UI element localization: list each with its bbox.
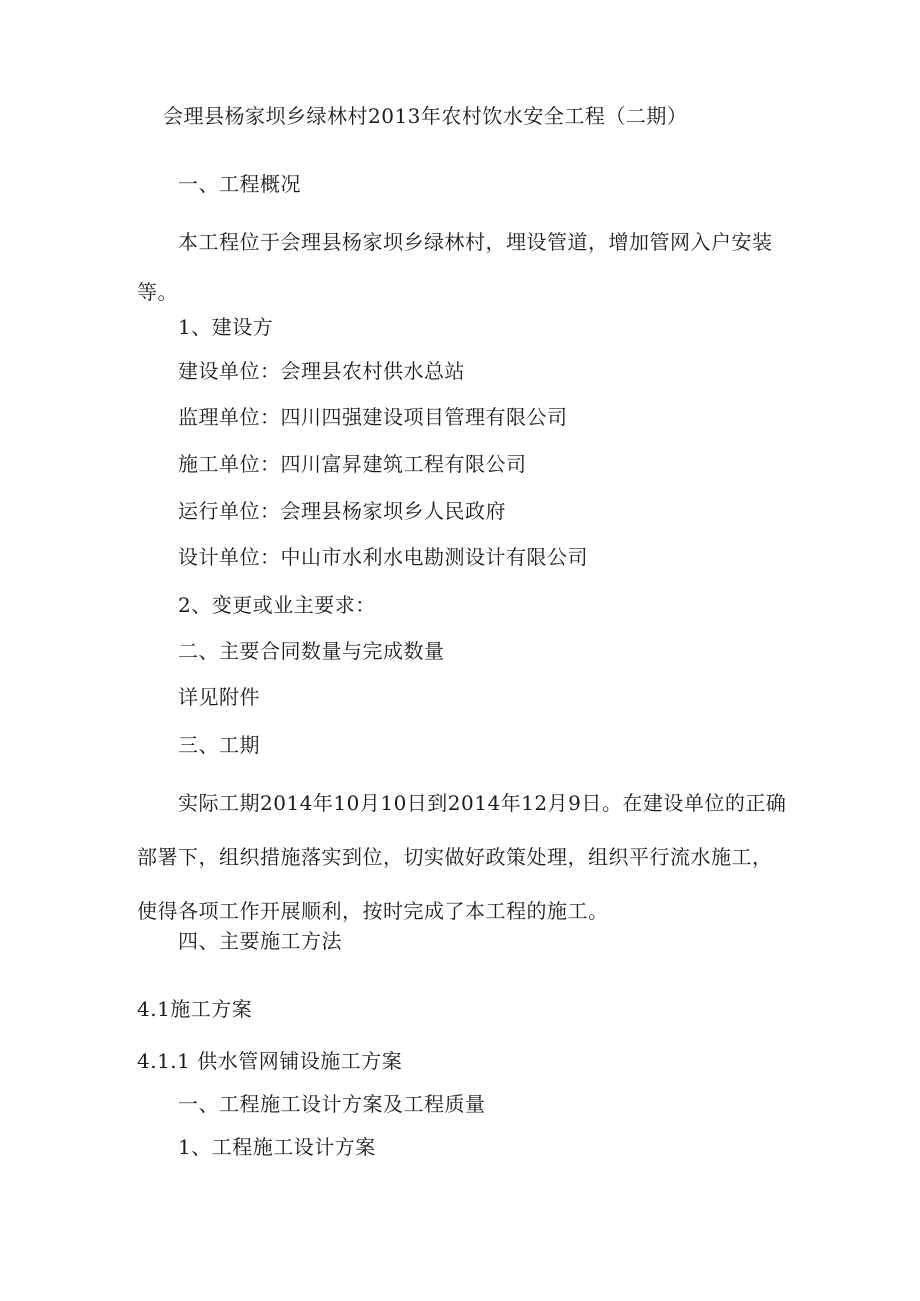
- subheading-changes: 2、变更或业主要求：: [178, 593, 376, 617]
- section-heading-methods: 四、主要施工方法: [178, 929, 342, 953]
- overview-paragraph: 本工程位于会理县杨家坝乡绿林村，埋设管道，增加管网入户安装等。: [137, 230, 773, 304]
- section-heading-overview: 一、工程概况: [178, 172, 301, 196]
- document-title: 会理县杨家坝乡绿林村2013年农村饮水安全工程（二期）: [163, 104, 688, 128]
- subheading-design-quality: 一、工程施工设计方案及工程质量: [178, 1092, 486, 1116]
- subheading-design-plan: 1、工程施工设计方案: [178, 1135, 376, 1159]
- party-operation-unit: 运行单位：会理县杨家坝乡人民政府: [178, 499, 506, 523]
- section-heading-quantities: 二、主要合同数量与完成数量: [178, 639, 445, 663]
- heading-4-1: 4.1施工方案: [137, 997, 253, 1021]
- section-heading-schedule: 三、工期: [178, 733, 260, 757]
- party-contractor-unit: 施工单位：四川富昇建筑工程有限公司: [178, 452, 527, 476]
- party-supervision-unit: 监理单位：四川四强建设项目管理有限公司: [178, 405, 568, 429]
- see-attachment-text: 详见附件: [178, 685, 260, 709]
- schedule-paragraph: 实际工期2014年10月10日到2014年12月9日。在建设单位的正确部署下，组织措施落实到位，切实做好政策处理，组织平行流水施工，使得各项工作开展顺利，按时完成了本工程的施工。: [137, 791, 787, 923]
- subheading-builder: 1、建设方: [178, 315, 274, 339]
- party-design-unit: 设计单位：中山市水利水电勘测设计有限公司: [178, 545, 588, 569]
- party-construction-unit: 建设单位：会理县农村供水总站: [178, 359, 465, 383]
- heading-4-1-1: 4.1.1 供水管网铺设施工方案: [137, 1049, 403, 1073]
